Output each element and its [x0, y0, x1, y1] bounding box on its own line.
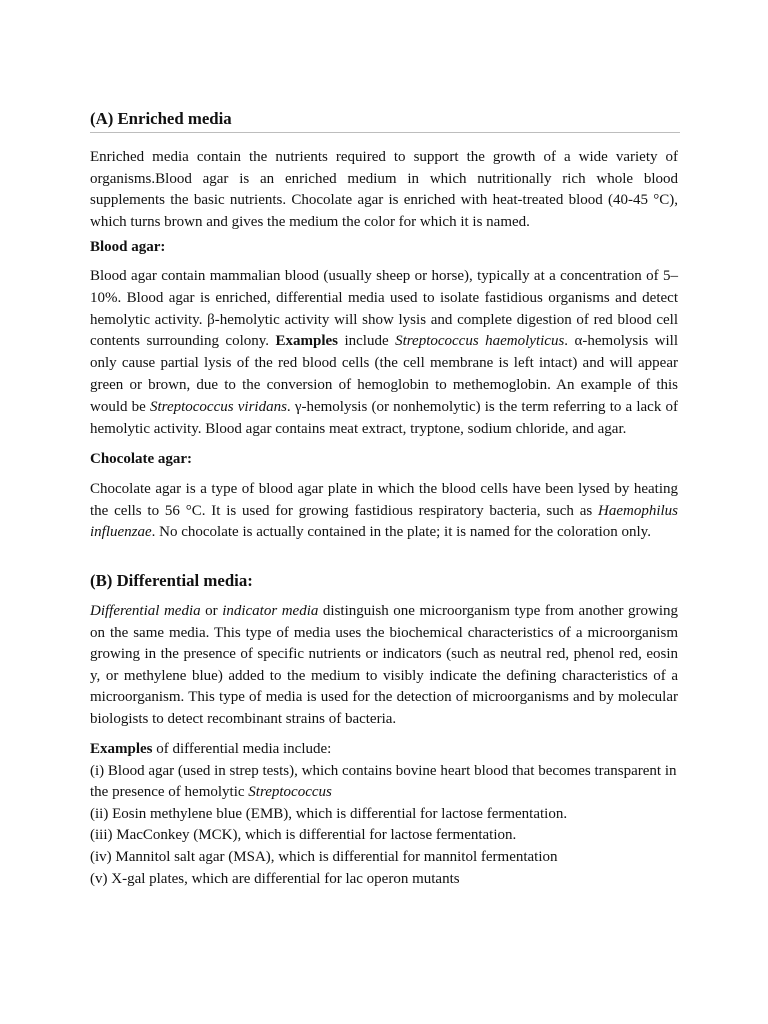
term-or: or: [205, 603, 218, 619]
list-item: [90, 847, 678, 869]
list-item: [90, 761, 678, 804]
chocolate-agar-paragraph: [90, 479, 678, 544]
list-item-text: (ii) Eosin methylene blue (EMB), which is differential for lactose fermentation.: [90, 805, 568, 822]
chocolate-agar-text-1: Chocolate agar is a type of blood agar plate in which the blood cells have been lysed by heating the cells to 56 °C. It is used for growing fastidious respiratory bacteria, such as: [90, 481, 678, 519]
examples-list-block: [90, 739, 678, 890]
list-item-text: (v) X-gal plates, which are differential for lac operon mutants: [90, 870, 460, 887]
examples-intro-text: of differential media include:: [156, 741, 332, 757]
species-haemophilus-influenzae: Haemophilus influenzae: [90, 502, 679, 541]
heading-divider: [90, 132, 680, 133]
list-item-italic: Streptococcus: [248, 784, 332, 801]
examples-intro: [90, 739, 678, 761]
chocolate-agar-paragraph-block: [90, 479, 678, 544]
list-item: [90, 869, 678, 891]
chocolate-agar-heading: Chocolate agar:: [90, 451, 193, 467]
list-item-text: (i) Blood agar (used in strep tests), which contains bovine heart blood that becomes transparent in the presence of hemolytic: [90, 762, 677, 801]
term-differential-media: Differential media: [90, 603, 201, 619]
section-b-text: distinguish one microorganism type from another growing on the same media. This type of media uses the biochemical characteristics of a microorganism growing in the presence of specific nutrients or indicators (such as neutral red, phenol red, eosin y, or methylene blue) added to the medium to visibly indicate the defining characteristics of a microorganism. This type of media is used for the detection of microorganisms and by molecular biologists to detect recombinant strains of bacteria.: [90, 603, 679, 727]
chocolate-agar-text-2: . No chocolate is actually contained in the plate; it is named for the coloration only.: [151, 524, 651, 541]
section-b-paragraph: [90, 601, 678, 731]
examples-list: [90, 761, 678, 891]
blood-agar-heading-block: [90, 237, 678, 259]
blood-agar-text-2: include: [344, 333, 389, 350]
blood-agar-text-1: Blood agar contain mammalian blood (usually sheep or horse), typically at a concentration of 5–10%. Blood agar is enriched, differential media used to isolate fastidious organisms and detect hemolytic activity. β-hemolytic activity will show lysis and complete digestion of red blood cell contents surrounding colony.: [90, 268, 678, 350]
species-streptococcus-haemolyticus: Streptococcus haemolyticus: [395, 333, 565, 350]
section-a-intro-block: [90, 147, 678, 233]
blood-agar-text-3: . α-hemolysis will only cause partial lysis of the red blood cells (the cell membrane is left intact) and will appear green or brown, due to the conversion of hemoglobin to methemoglobin. An example of this would be: [90, 333, 679, 415]
chocolate-agar-heading-block: [90, 449, 678, 471]
examples-label: Examples: [90, 741, 153, 757]
list-item-text: (iii) MacConkey (MCK), which is differential for lactose fermentation.: [90, 827, 517, 844]
section-b-heading-block: [90, 570, 678, 592]
blood-agar-examples-label: Examples: [275, 333, 338, 350]
species-streptococcus-viridans: Streptococcus viridans: [150, 398, 287, 415]
term-indicator-media: indicator media: [222, 603, 319, 619]
section-a-intro: Enriched media contain the nutrients required to support the growth of a wide variety of organisms.Blood agar is an enriched medium in which nutritionally rich whole blood supplements the basic nutrients. Chocolate agar is enriched with heat-treated blood (40-45 °C), which turns brown and gives the medium the color for which it is named.: [90, 149, 678, 230]
section-a-heading: (A) Enriched media: [90, 109, 232, 128]
section-b-paragraph-block: [90, 601, 678, 731]
blood-agar-text-4: . γ-hemolysis (or nonhemolytic) is the term referring to a lack of hemolytic activity. Blood agar contains meat extract, tryptone, sodium chloride, and agar.: [90, 398, 678, 437]
list-item: [90, 825, 678, 847]
blood-agar-heading: Blood agar:: [90, 239, 166, 255]
list-item: [90, 804, 678, 826]
blood-agar-paragraph-block: [90, 266, 678, 440]
section-b-heading: (B) Differential media:: [90, 571, 253, 590]
list-item-text: (iv) Mannitol salt agar (MSA), which is differential for mannitol fermentation: [90, 848, 558, 865]
blood-agar-paragraph: [90, 266, 678, 440]
